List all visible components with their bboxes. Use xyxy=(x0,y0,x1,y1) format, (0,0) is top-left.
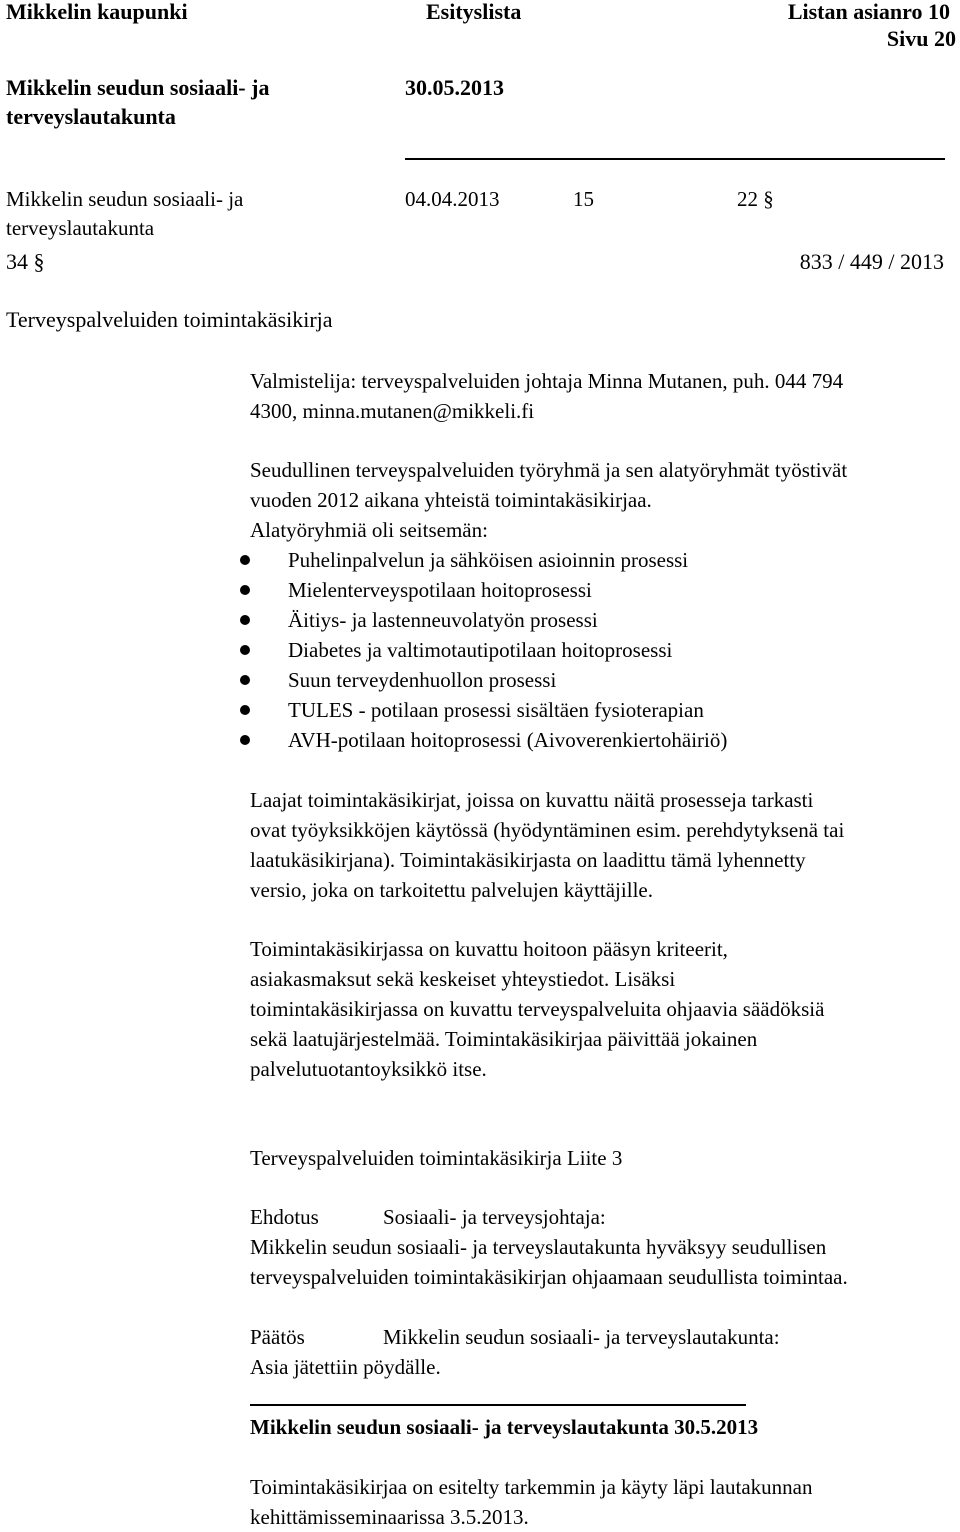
prev-board-line2: terveyslautakunta xyxy=(6,216,155,240)
meeting-date: 30.05.2013 xyxy=(405,75,504,100)
paragraph-line: laatukäsikirjana). Toimintakäsikirjasta on laadittu tämä lyhennetty xyxy=(250,848,806,872)
paragraph-line: Laajat toimintakäsikirjat, joissa on kuvattu näitä prosesseja tarkasti xyxy=(250,788,814,812)
proposal-label: Ehdotus xyxy=(250,1205,319,1229)
bullet-icon xyxy=(240,615,250,625)
subgroup-list xyxy=(240,545,727,755)
new-meeting-line1: Toimintakäsikirjaa on esitelty tarkemmin ja käyty läpi lautakunnan xyxy=(250,1475,813,1499)
prev-section-number: 22 § xyxy=(737,187,774,211)
item-title: Terveyspalveluiden toimintakäsikirja xyxy=(6,307,333,332)
preparer-line1: Valmistelija: terveyspalveluiden johtaja Minna Mutanen, puh. 044 794 xyxy=(250,369,844,393)
item-number: Listan asianro 10 xyxy=(787,0,950,24)
bullet-icon xyxy=(240,645,250,655)
paragraph-line: asiakasmaksut sekä keskeiset yhteystiedot. Lisäksi xyxy=(250,967,676,991)
attachment-reference: Terveyspalveluiden toimintakäsikirja Liite 3 xyxy=(250,1146,623,1170)
decision-divider xyxy=(250,1404,746,1406)
proposal-line1: Mikkelin seudun sosiaali- ja terveyslautakunta hyväksyy seudullisen xyxy=(250,1235,827,1259)
decision-text: Asia jätettiin pöydälle. xyxy=(250,1355,441,1379)
list-item: Puhelinpalvelun ja sähköisen asioinnin prosessi xyxy=(240,545,727,575)
list-item: Mielenterveyspotilaan hoitoprosessi xyxy=(240,575,727,605)
bullet-icon xyxy=(240,705,250,715)
decision-label: Päätös xyxy=(250,1325,305,1349)
header-divider xyxy=(405,158,945,160)
organization-name: Mikkelin kaupunki xyxy=(6,0,188,24)
section-sign-icon: § xyxy=(33,249,45,274)
board-name-line1: Mikkelin seudun sosiaali- ja xyxy=(6,75,270,100)
case-number: 833 / 449 / 2013 xyxy=(799,249,944,274)
list-item: Äitiys- ja lastenneuvolatyön prosessi xyxy=(240,605,727,635)
board-name-line2: terveyslautakunta xyxy=(6,104,176,129)
prev-meeting-date: 04.04.2013 xyxy=(405,187,500,211)
paragraph-line: sekä laatujärjestelmää. Toimintakäsikirjaa päivittää jokainen xyxy=(250,1027,758,1051)
bullet-icon xyxy=(240,555,250,565)
new-meeting-line2: kehittämisseminaarissa 3.5.2013. xyxy=(250,1505,529,1529)
page-number: Sivu 20 xyxy=(886,26,956,51)
proposal-by: Sosiaali- ja terveysjohtaja: xyxy=(383,1205,606,1229)
proposal-line2: terveyspalveluiden toimintakäsikirjan ohjaamaan seudullista toimintaa. xyxy=(250,1265,848,1289)
document-type: Esityslista xyxy=(426,0,522,24)
paragraph-line: Toimintakäsikirjassa on kuvattu hoitoon pääsyn kriteerit, xyxy=(250,937,728,961)
item-section: 34 § xyxy=(6,249,45,274)
intro-line1: Seudullinen terveyspalveluiden työryhmä ja sen alatyöryhmät työstivät xyxy=(250,458,848,482)
paragraph-line: versio, joka on tarkoitettu palvelujen käyttäjille. xyxy=(250,878,653,902)
list-item: AVH-potilaan hoitoprosessi (Aivoverenkiertohäiriö) xyxy=(240,725,727,755)
bullet-icon xyxy=(240,735,250,745)
list-item: Suun terveydenhuollon prosessi xyxy=(240,665,727,695)
decision-by: Mikkelin seudun sosiaali- ja terveyslautakunta: xyxy=(383,1325,780,1349)
list-item: TULES - potilaan prosessi sisältäen fysioterapian xyxy=(240,695,727,725)
preparer-line2: 4300, minna.mutanen@mikkeli.fi xyxy=(250,399,535,423)
intro-line2: vuoden 2012 aikana yhteistä toimintakäsikirjaa. xyxy=(250,488,652,512)
intro-line3: Alatyöryhmiä oli seitsemän: xyxy=(250,518,488,542)
new-meeting-heading: Mikkelin seudun sosiaali- ja terveyslautakunta 30.5.2013 xyxy=(250,1415,759,1439)
list-item: Diabetes ja valtimotautipotilaan hoitoprosessi xyxy=(240,635,727,665)
bullet-icon xyxy=(240,585,250,595)
prev-board-line1: Mikkelin seudun sosiaali- ja xyxy=(6,187,244,211)
paragraph-line: palvelutuotantoyksikkö itse. xyxy=(250,1057,487,1081)
section-sign-icon: § xyxy=(763,187,774,211)
paragraph-line: ovat työyksikköjen käytössä (hyödyntäminen esim. perehdytyksenä tai xyxy=(250,818,845,842)
bullet-icon xyxy=(240,675,250,685)
prev-meeting-number: 15 xyxy=(573,187,594,211)
paragraph-line: toimintakäsikirjassa on kuvattu terveyspalveluita ohjaavia säädöksiä xyxy=(250,997,825,1021)
